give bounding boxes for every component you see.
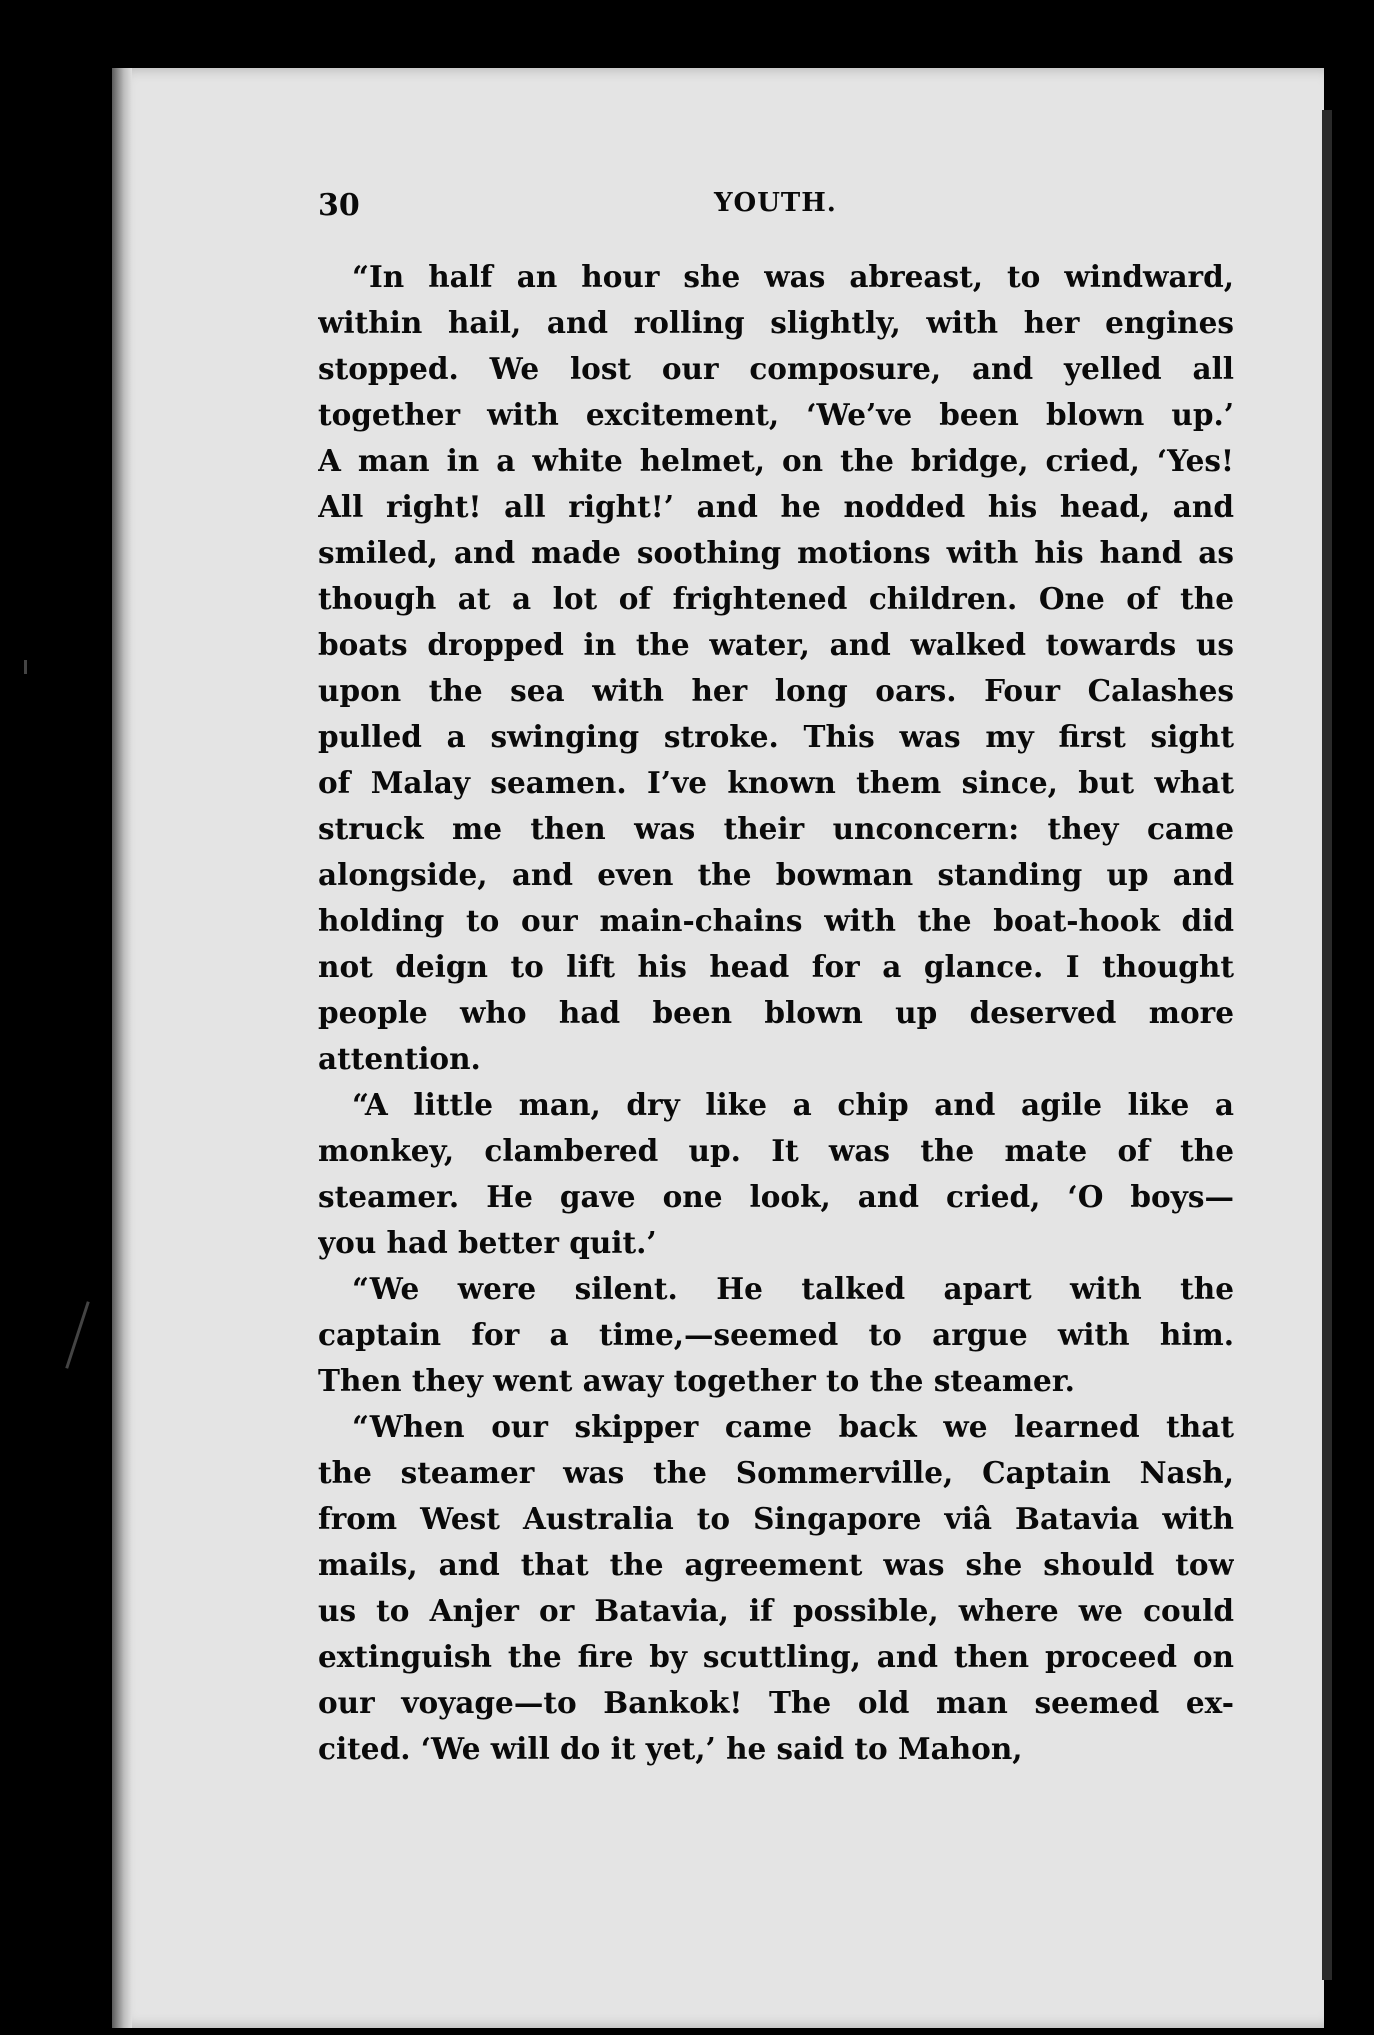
text-line: monkey, clambered up. It was the mate of the xyxy=(318,1133,1234,1168)
text-line: you had better quit.’ xyxy=(318,1225,657,1260)
text-line: from West Australia to Singapore viâ Batavia with xyxy=(318,1501,1234,1536)
text-line: people who had been blown up deserved more xyxy=(318,995,1234,1030)
page-right-edge xyxy=(1322,110,1332,1980)
text-line: us to Anjer or Batavia, if possible, where we could xyxy=(318,1593,1234,1628)
text-line: cited. ‘We will do it yet,’ he said to Mahon, xyxy=(318,1731,1023,1766)
text-line: “A little man, dry like a chip and agile like a xyxy=(352,1087,1234,1122)
text-line: captain for a time,—seemed to argue with him. xyxy=(318,1317,1234,1352)
text-line: not deign to lift his head for a glance. I thought xyxy=(318,949,1234,984)
body-text xyxy=(318,254,1234,1772)
binding-edge xyxy=(112,68,132,2028)
text-line: All right! all right!’ and he nodded his head, and xyxy=(318,489,1234,524)
text-line: pulled a swinging stroke. This was my first sight xyxy=(318,719,1234,754)
paragraph xyxy=(318,1082,1234,1266)
text-line: “We were silent. He talked apart with the xyxy=(352,1271,1234,1306)
text-line: stopped. We lost our composure, and yelled all xyxy=(318,351,1234,386)
text-line: upon the sea with her long oars. Four Calashes xyxy=(318,673,1234,708)
text-line: within hail, and rolling slightly, with her engines xyxy=(318,305,1234,340)
paragraph xyxy=(318,1266,1234,1404)
running-head: YOUTH. xyxy=(714,188,837,218)
text-line: together with excitement, ‘We’ve been blown up.’ xyxy=(318,397,1234,432)
text-line: struck me then was their unconcern: they came xyxy=(318,811,1234,846)
text-line: of Malay seamen. I’ve known them since, but what xyxy=(318,765,1234,800)
text-line: extinguish the fire by scuttling, and then proceed on xyxy=(318,1639,1234,1674)
text-line: “When our skipper came back we learned that xyxy=(352,1409,1234,1444)
page-header xyxy=(318,188,1232,232)
text-line: our voyage—to Bankok! The old man seemed ex- xyxy=(318,1685,1234,1720)
text-line: holding to our main-chains with the boat-hook did xyxy=(318,903,1234,938)
text-line: Then they went away together to the steamer. xyxy=(318,1363,1075,1398)
page-number: 30 xyxy=(318,188,360,223)
text-line: attention. xyxy=(318,1041,481,1076)
text-line: steamer. He gave one look, and cried, ‘O boys— xyxy=(318,1179,1234,1214)
text-line: the steamer was the Sommerville, Captain Nash, xyxy=(318,1455,1234,1490)
paragraph xyxy=(318,254,1234,1082)
text-line: “In half an hour she was abreast, to windward, xyxy=(352,259,1234,294)
text-line: mails, and that the agreement was she should tow xyxy=(318,1547,1234,1582)
paragraph xyxy=(318,1404,1234,1772)
text-line: A man in a white helmet, on the bridge, cried, ‘Yes! xyxy=(318,443,1234,478)
text-line: alongside, and even the bowman standing up and xyxy=(318,857,1234,892)
scan-speck xyxy=(65,1301,89,1369)
text-line: boats dropped in the water, and walked towards us xyxy=(318,627,1234,662)
text-line: smiled, and made soothing motions with his hand as xyxy=(318,535,1234,570)
scan-speck xyxy=(24,660,27,674)
text-line: though at a lot of frightened children. One of the xyxy=(318,581,1234,616)
